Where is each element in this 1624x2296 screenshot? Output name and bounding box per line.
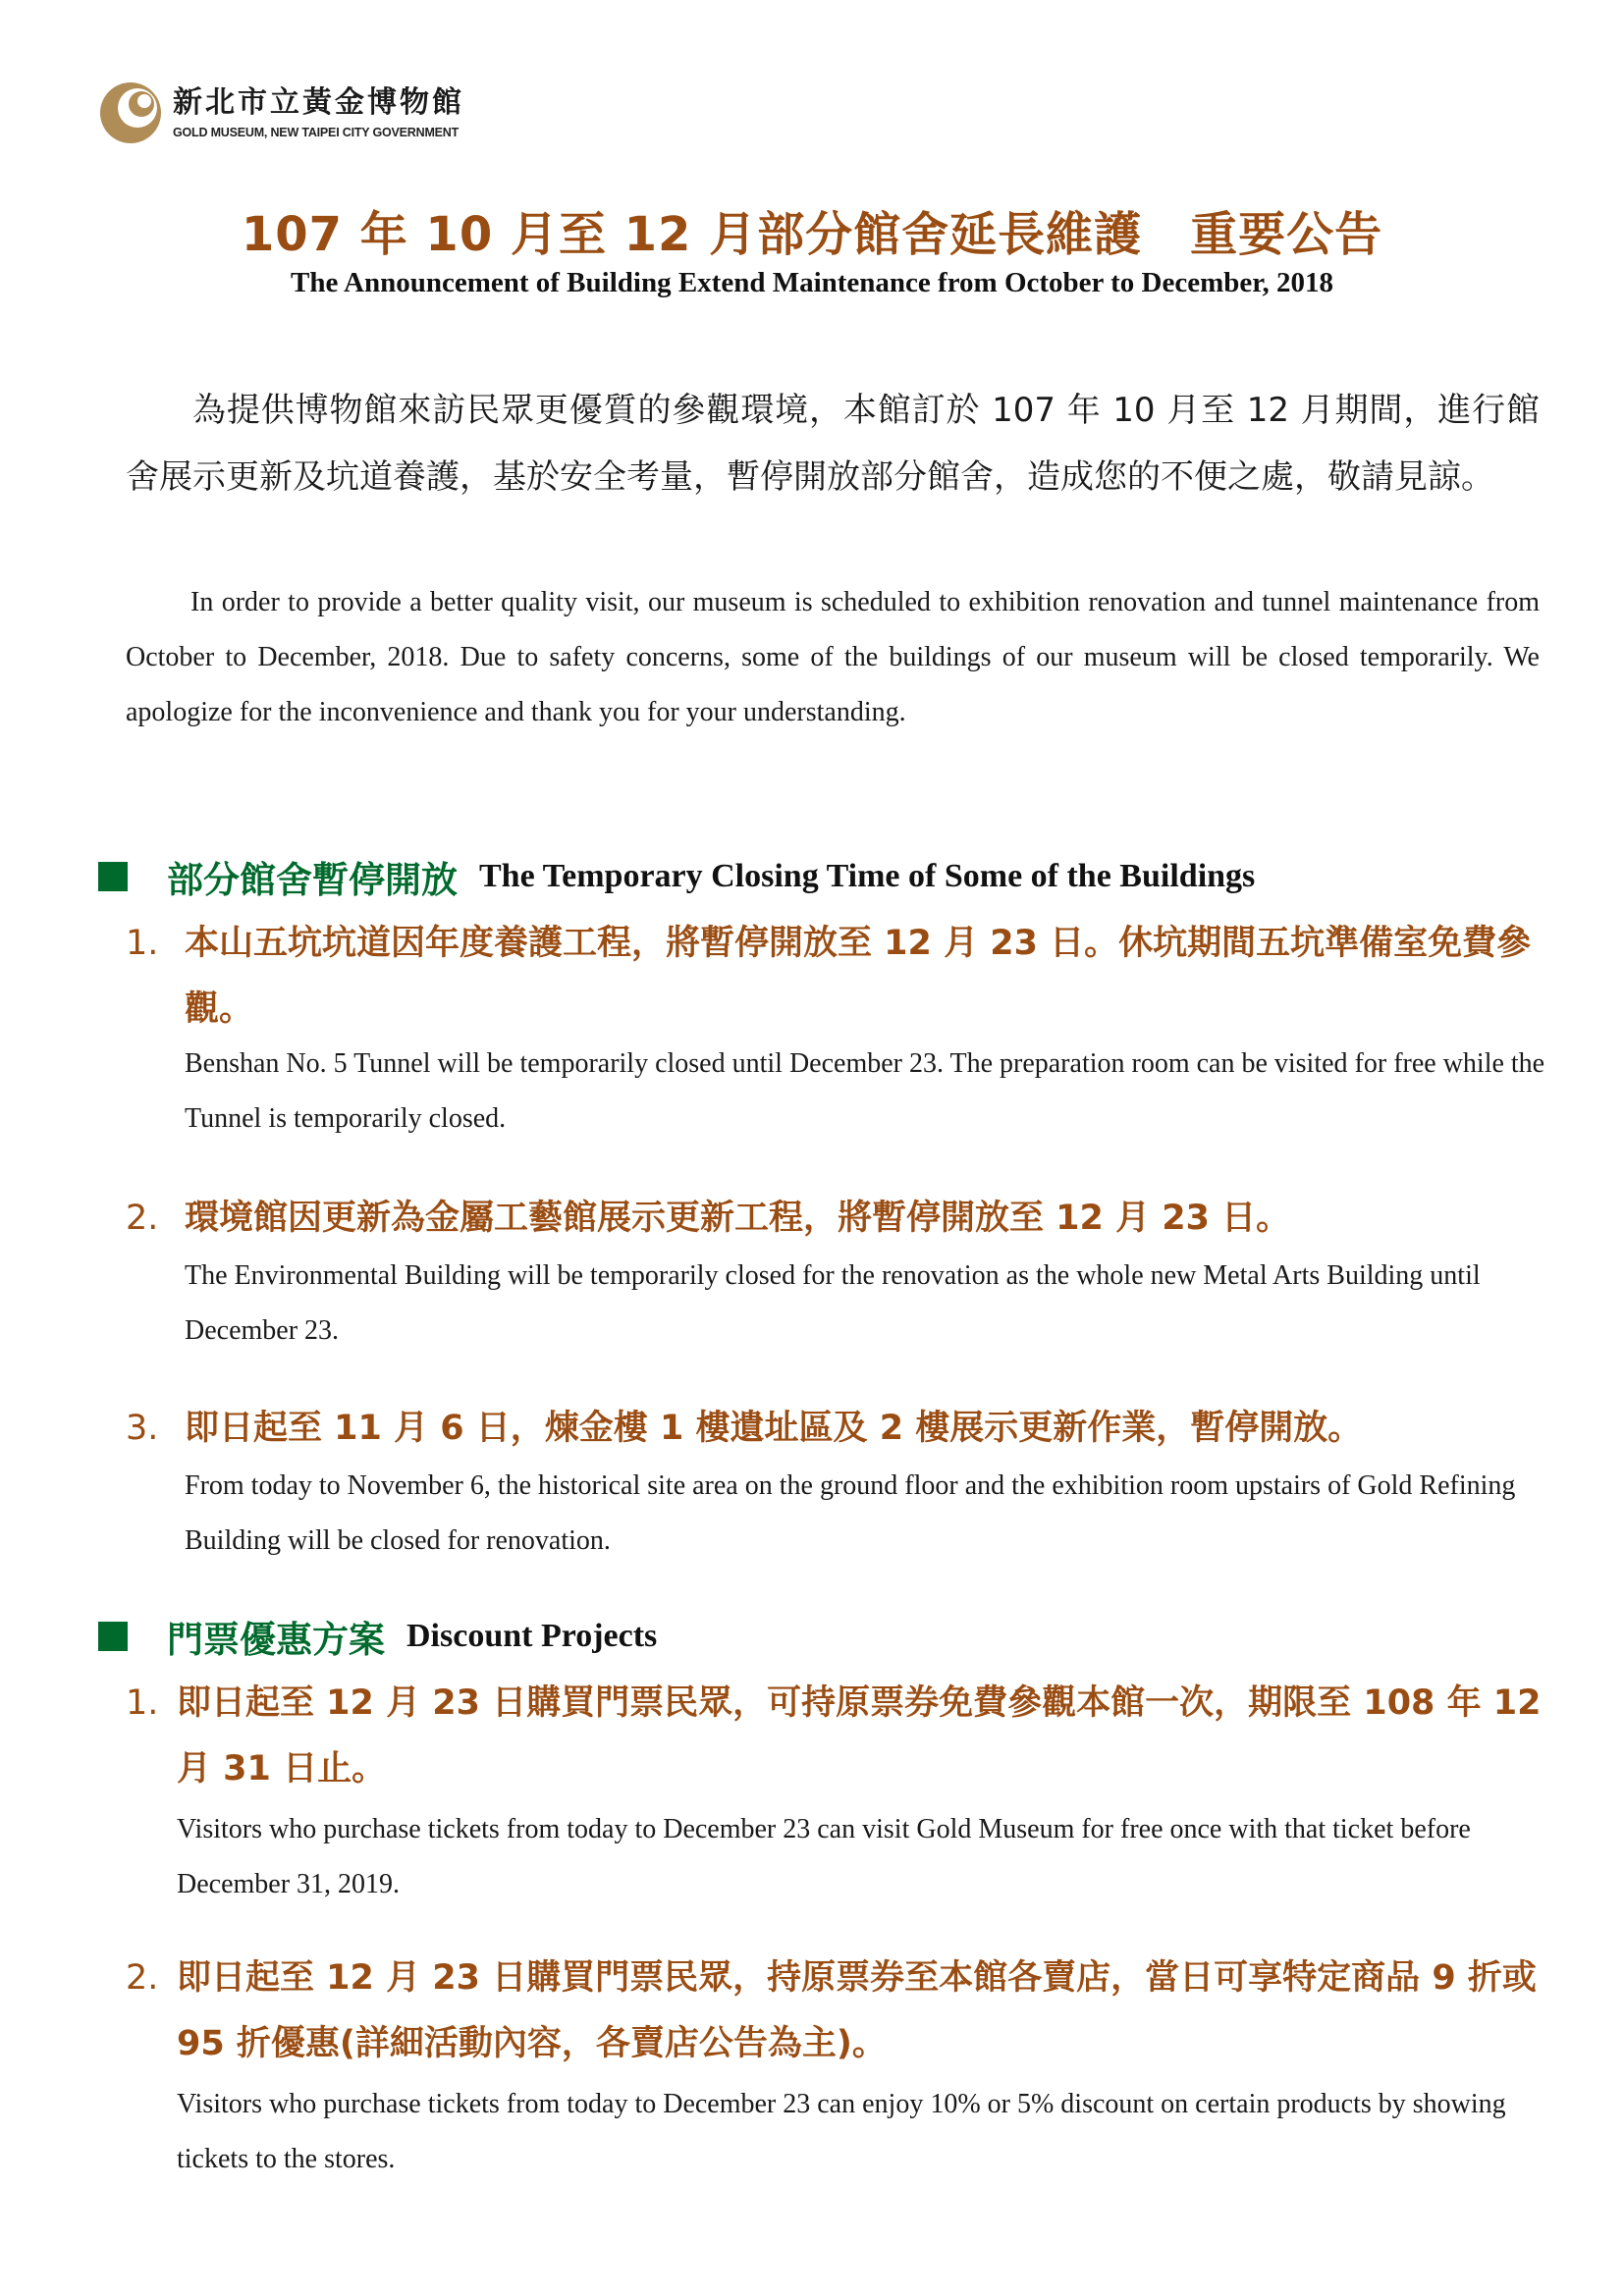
- section-title-en: The Temporary Closing Time of Some of the Buildings: [479, 858, 1256, 894]
- closing-item-2-en: The Environmental Building will be temporarily closed for the renovation as the whole new Metal Arts Building until December 23.: [185, 1260, 1481, 1346]
- intro-paragraph-en: In order to provide a better quality visit, our museum is scheduled to exhibition renovation and tunnel maintenance from October to December, 2018. Due to safety concerns, some of the buildings of our museum will be closed temporarily. We apologize for the inconvenience and thank you for your understanding.: [126, 587, 1540, 727]
- item-number: 2.: [126, 1958, 159, 1998]
- announcement-title-zh: 107 年 10 月至 12 月部分館舍延長維護 重要公告: [241, 207, 1383, 262]
- section-heading-closing: [98, 850, 1255, 903]
- bullet-square-icon: [98, 862, 128, 891]
- section-title-zh: 門票優惠方案: [167, 1619, 385, 1661]
- closing-item-1-zh: 本山五坑坑道因年度養護工程，將暫停開放至 12 月 23 日。休坑期間五坑準備室免費參觀。: [185, 924, 1532, 1029]
- closing-item-3-en: From today to November 6, the historical site area on the ground floor and the exhibition room upstairs of Gold Refining Building will be closed for renovation.: [185, 1470, 1516, 1556]
- gold-museum-logo-icon: [98, 80, 163, 145]
- section-title-en: Discount Projects: [406, 1618, 658, 1654]
- bullet-square-icon: [98, 1622, 128, 1651]
- intro-paragraph-zh: 為提供博物館來訪民眾更優質的參觀環境，本館訂於 107 年 10 月至 12 月期間，進行館舍展示更新及坑道養護，基於安全考量，暫停開放部分館舍，造成您的不便之處，敬請見諒。: [126, 391, 1540, 497]
- section-heading-discount: [98, 1610, 657, 1663]
- closing-item-2-zh: 環境館因更新為金屬工藝館展示更新工程，將暫停開放至 12 月 23 日。: [185, 1199, 1291, 1238]
- item-number: 3.: [126, 1409, 159, 1448]
- logo-english-name: GOLD MUSEUM, NEW TAIPEI CITY GOVERNMENT: [173, 126, 460, 139]
- item-number: 1.: [126, 1683, 159, 1723]
- item-number: 2.: [126, 1199, 159, 1238]
- section-title-zh: 部分館舍暫停開放: [167, 859, 458, 901]
- logo-chinese-name: 新北市立黃金博物館: [173, 85, 464, 120]
- discount-item-2-zh: 即日起至 12 月 23 日購買門票民眾，持原票券至本館各賣店，當日可享特定商品 9 折或 95 折優惠(詳細活動內容，各賣店公告為主)。: [177, 1958, 1537, 2063]
- museum-logo: [98, 79, 464, 147]
- closing-item-3-zh: 即日起至 11 月 6 日，煉金樓 1 樓遺址區及 2 樓展示更新作業，暫停開放。: [185, 1409, 1363, 1448]
- discount-item-2-en: Visitors who purchase tickets from today to December 23 can enjoy 10% or 5% discount on certain products by showing tickets to the stores.: [177, 2089, 1506, 2174]
- item-number: 1.: [126, 924, 159, 963]
- closing-item-1-en: Benshan No. 5 Tunnel will be temporarily closed until December 23. The preparation room can be visited for free while the Tunnel is temporarily closed.: [185, 1048, 1545, 1134]
- discount-item-1-en: Visitors who purchase tickets from today to December 23 can visit Gold Museum for free once with that ticket before December 31, 2019.: [177, 1814, 1471, 1899]
- discount-item-1-zh: 即日起至 12 月 23 日購買門票民眾，可持原票券免費參觀本館一次，期限至 108 年 12 月 31 日止。: [177, 1683, 1542, 1789]
- announcement-title-en: The Announcement of Building Extend Maintenance from October to December, 2018: [291, 267, 1333, 298]
